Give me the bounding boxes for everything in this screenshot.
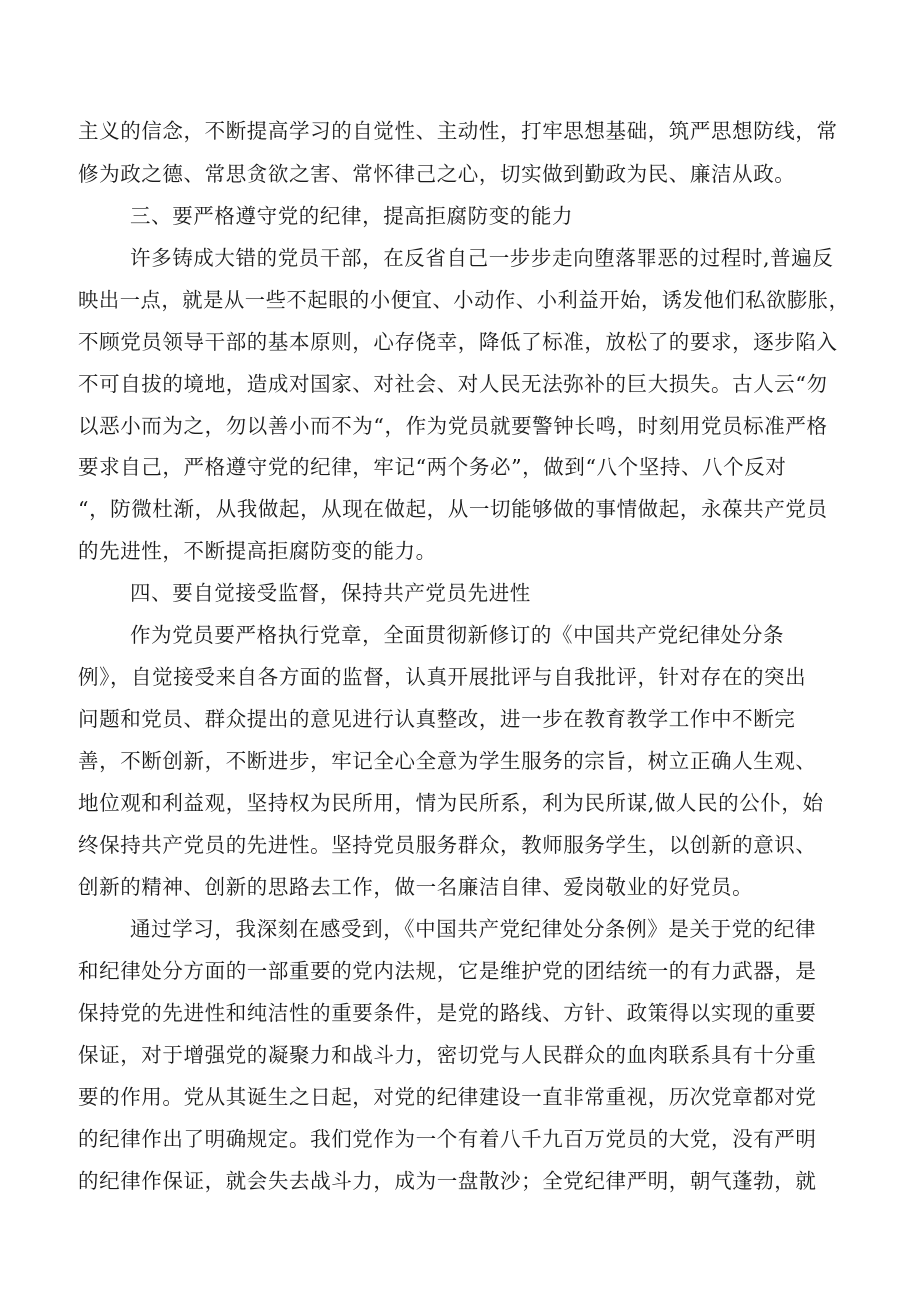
text-line: 映出一点，就是从一些不起眼的小便宜、小动作、小利益开始，诱发他们私欲膨胀， — [78, 288, 850, 312]
text-line: 许多铸成大错的党员干部，在反省自己一步步走向堕落罪恶的过程时,普遍反 — [130, 246, 834, 270]
text-line: 作为党员要严格执行党章，全面贯彻新修订的《中国共产党纪律处分条 — [130, 623, 785, 647]
text-line: 和纪律处分方面的一部重要的党内法规，它是维护党的团结统一的有力武器，是 — [78, 959, 817, 983]
text-line: 主义的信念，不断提高学习的自觉性、主动性，打牢思想基础，筑严思想防线，常 — [78, 119, 838, 143]
section-heading: 三、要严格遵守党的纪律，提高拒腐防变的能力 — [130, 204, 574, 228]
text-line: 保持党的先进性和纯洁性的重要条件，是党的路线、方针、政策得以实现的重要 — [78, 1001, 817, 1025]
text-line: 问题和党员、群众提出的意见进行认真整改，进一步在教育教学工作中不断完 — [78, 707, 796, 731]
text-line: 要求自己，严格遵守党的纪律，牢记“两个务必”，做到“八个坚持、八个反对 — [78, 455, 787, 479]
text-line: 不顾党员领导干部的基本原则，心存侥幸，降低了标准，放松了的要求，逐步陷入 — [78, 330, 838, 354]
text-line: 以恶小而为之，勿以善小而不为“，作为党员就要警钟长鸣，时刻用党员标准严格 — [78, 414, 828, 438]
text-line: 终保持共产党员的先进性。坚持党员服务群众，教师服务学生，以创新的意识、 — [78, 833, 817, 857]
text-line: 的纪律作保证，就会失去战斗力，成为一盘散沙；全党纪律严明，朝气蓬勃，就 — [78, 1169, 817, 1193]
text-line: 善，不断创新，不断进步，牢记全心全意为学生服务的宗旨，树立正确人生观、 — [78, 749, 817, 773]
text-line: 的纪律作出了明确规定。我们党作为一个有着八千九百万党员的大党，没有严明 — [78, 1127, 817, 1151]
text-line: 创新的精神、创新的思路去工作，做一名廉洁自律、爱岗敬业的好党员。 — [78, 875, 754, 899]
text-line: 例》，自觉接受来自各方面的监督，认真开展批评与自我批评，针对存在的突出 — [78, 665, 807, 689]
text-line: 修为政之德、常思贪欲之害、常怀律己之心，切实做到勤政为民、廉洁从政。 — [78, 162, 796, 186]
text-line: 不可自拔的境地，造成对国家、对社会、对人民无法弥补的巨大损失。古人云“勿 — [78, 372, 828, 396]
text-line: 通过学习，我深刻在感受到，《中国共产党纪律处分条例》是关于党的纪律 — [130, 917, 817, 941]
section-heading: 四、要自觉接受监督，保持共产党员先进性 — [130, 581, 531, 605]
text-line: 的先进性，不断提高拒腐防变的能力。 — [78, 539, 437, 563]
text-line: 保证，对于增强党的凝聚力和战斗力，密切党与人民群众的血肉联系具有十分重 — [78, 1043, 817, 1067]
text-line: 要的作用。党从其诞生之日起，对党的纪律建设一直非常重视，历次党章都对党 — [78, 1085, 817, 1109]
text-line: “，防微杜渐，从我做起，从现在做起，从一切能够做的事情做起，永葆共产党员 — [78, 497, 828, 521]
text-line: 地位观和利益观，坚持权为民所用，情为民所系，利为民所谋,做人民的公仆，始 — [78, 791, 824, 815]
